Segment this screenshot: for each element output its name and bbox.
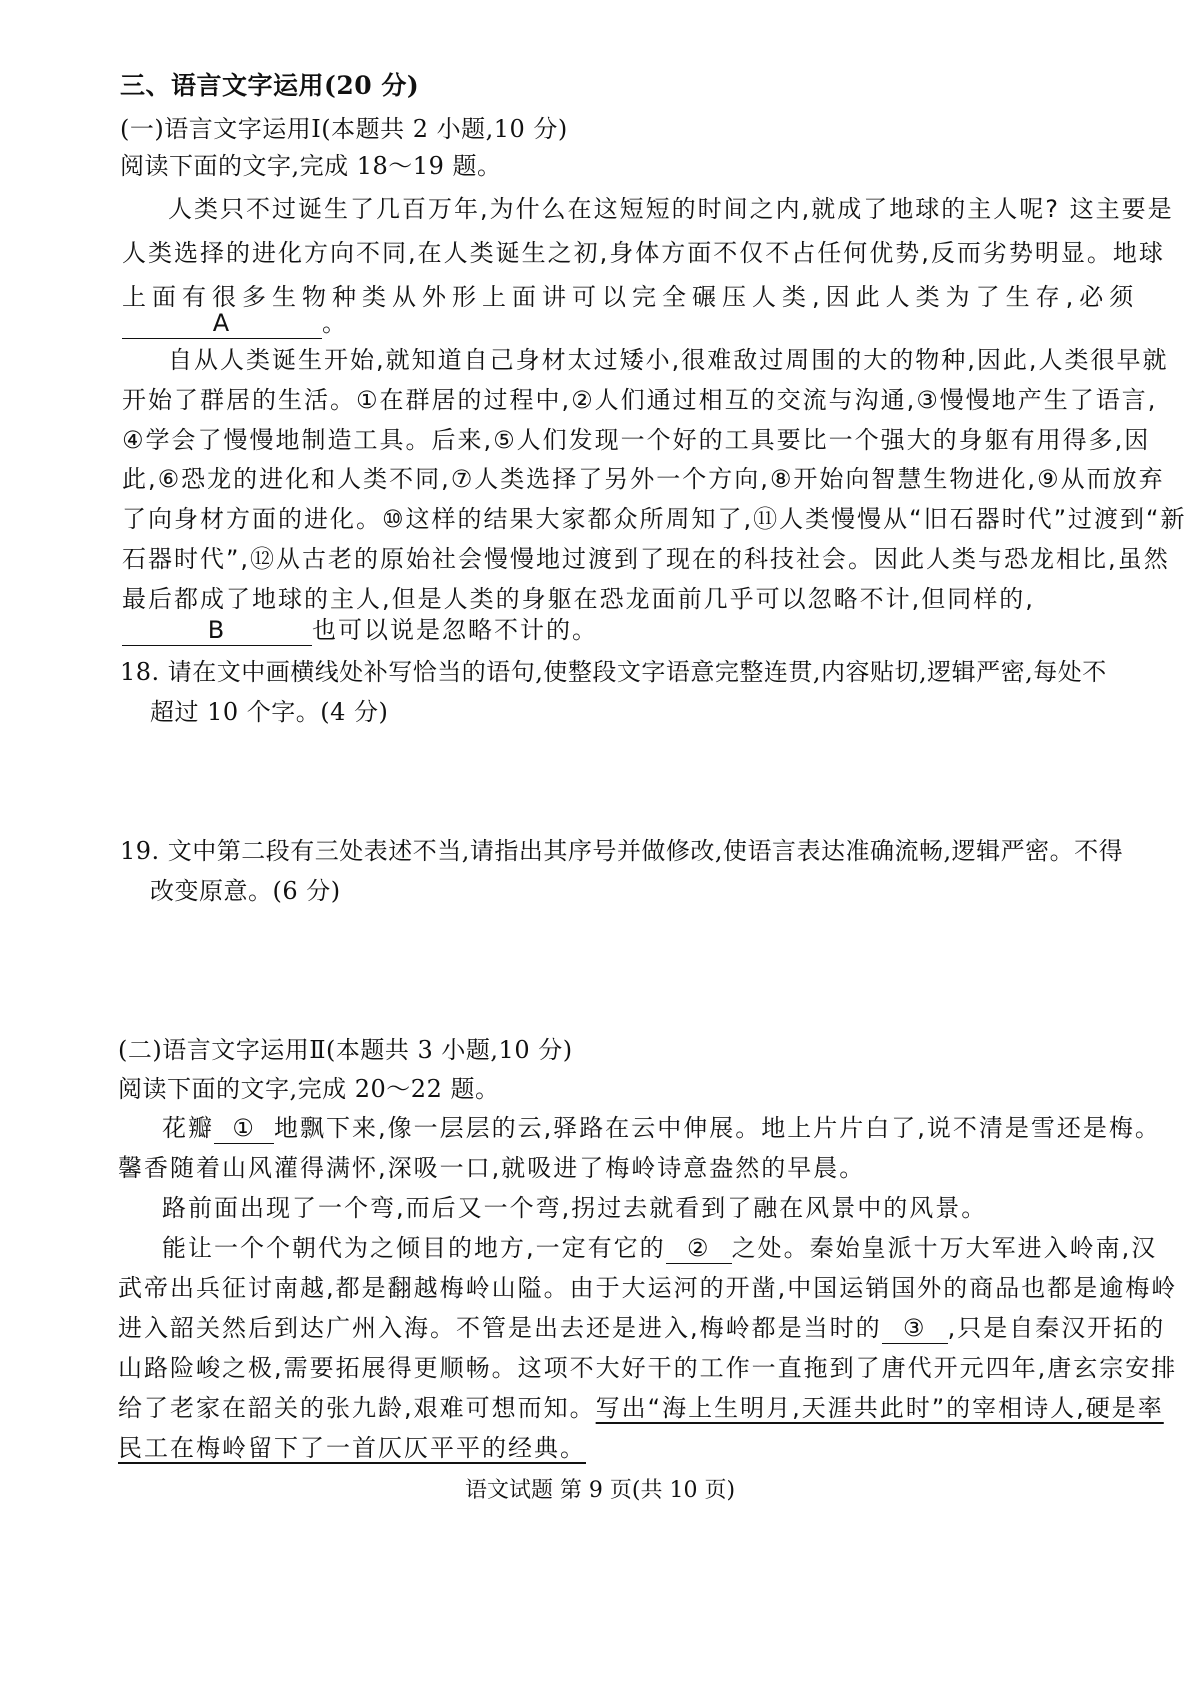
blank-a-end: 。 [322,309,348,337]
part2-title: (二)语言文字运用Ⅱ(本题共 3 小题,10 分) [118,1036,573,1064]
blank-b-line [122,614,598,646]
passage-text: 花瓣 [162,1114,214,1142]
passage1-line: 人类选择的进化方向不同,在人类诞生之初,身体方面不仅不占任何优势,反而劣势明显。地球 [122,239,1165,267]
page-footer: 语文试题 第 9 页(共 10 页) [464,1478,736,1503]
underlined-sentence: 写出“海上生明月,天涯共此时”的宰相诗人,硬是率 [595,1394,1164,1422]
section-title: 三、语言文字运用(20 分) [120,71,420,100]
part2-passage-line [118,1312,1165,1344]
part2-passage-line: 馨香随着山风灌得满怀,深吸一口,就吸进了梅岭诗意盎然的早晨。 [118,1154,866,1182]
blank-3: ③ [882,1313,948,1344]
passage2-line: 石器时代”,⑫从古老的原始社会慢慢地过渡到了现在的科技社会。因此人类与恐龙相比,虽然 [122,545,1170,573]
part2-passage-line [118,1432,586,1464]
passage2-line: 最后都成了地球的主人,但是人类的身躯在恐龙面前几乎可以忽略不计,但同样的, [122,585,1035,613]
part2-passage-line: 武帝出兵征讨南越,都是翻越梅岭山隘。由于大运河的开凿,中国运销国外的商品也都是逾梅岭 [118,1274,1178,1302]
question-19-cont: 改变原意。(6 分) [150,877,341,905]
passage-text: 能让一个个朝代为之倾目的地方,一定有它的 [162,1234,666,1262]
part2-passage-line: 路前面出现了一个弯,而后又一个弯,拐过去就看到了融在风景中的风景。 [162,1194,988,1222]
passage-text: 地飘下来,像一层层的云,驿路在云中伸展。地上片片白了,说不清是雪还是梅。 [274,1114,1161,1142]
question-18-cont: 超过 10 个字。(4 分) [150,698,389,726]
underlined-sentence: 民工在梅岭留下了一首仄仄平平的经典。 [118,1434,586,1462]
part2-passage-line [162,1112,1161,1144]
blank-a-line [122,307,348,339]
question-18: 18. 请在文中画横线处补写恰当的语句,使整段文字语意完整连贯,内容贴切,逻辑严密,每处不 [120,658,1107,686]
part1-title: (一)语言文字运用Ⅰ(本题共 2 小题,10 分) [120,115,568,143]
passage2-line: ④学会了慢慢地制造工具。后来,⑤人们发现一个好的工具要比一个强大的身躯有用得多,因 [122,426,1151,454]
part1-instruction: 阅读下面的文字,完成 18～19 题。 [120,152,502,180]
passage2-line: 自从人类诞生开始,就知道自己身材太过矮小,很难敌过周围的大的物种,因此,人类很早就 [168,346,1169,374]
blank-2: ② [666,1233,732,1264]
passage-text: 之处。秦始皇派十万大军进入岭南,汉 [731,1234,1158,1262]
blank-a: A [122,308,322,339]
passage-text: 进入韶关然后到达广州入海。不管是出去还是进入,梅岭都是当时的 [118,1314,882,1342]
passage-text: 给了老家在韶关的张九龄,艰难可想而知。 [118,1394,596,1422]
part2-passage-line [118,1392,1164,1424]
part2-passage-line: 山路险峻之极,需要拓展得更顺畅。这项不大好干的工作一直拖到了唐代开元四年,唐玄宗安排 [118,1354,1178,1382]
part2-passage-line [162,1232,1157,1264]
passage2-line: 了向身材方面的进化。⑩这样的结果大家都众所周知了,⑪人类慢慢从“旧石器时代”过渡到“新 [122,505,1187,533]
passage-text: ,只是自秦汉开拓的 [947,1314,1166,1342]
passage1-line: 上面有很多生物种类从外形上面讲可以完全碾压人类,因此人类为了生存,必须 [122,283,1140,311]
blank-1: ① [214,1113,274,1144]
passage2-line: 此,⑥恐龙的进化和人类不同,⑦人类选择了另外一个方向,⑧开始向智慧生物进化,⑨从而放弃 [122,465,1165,493]
question-19: 19. 文中第二段有三处表述不当,请指出其序号并做修改,使语言表达准确流畅,逻辑严密。不得 [120,837,1124,865]
part2-instruction: 阅读下面的文字,完成 20～22 题。 [118,1075,500,1103]
passage2-line: 开始了群居的生活。①在群居的过程中,②人们通过相互的交流与沟通,③慢慢地产生了语言, [122,386,1158,414]
blank-b: B [122,615,312,646]
blank-b-end: 也可以说是忽略不计的。 [312,616,598,644]
passage1-line: 人类只不过诞生了几百万年,为什么在这短短的时间之内,就成了地球的主人呢? 这主要是 [168,195,1174,223]
